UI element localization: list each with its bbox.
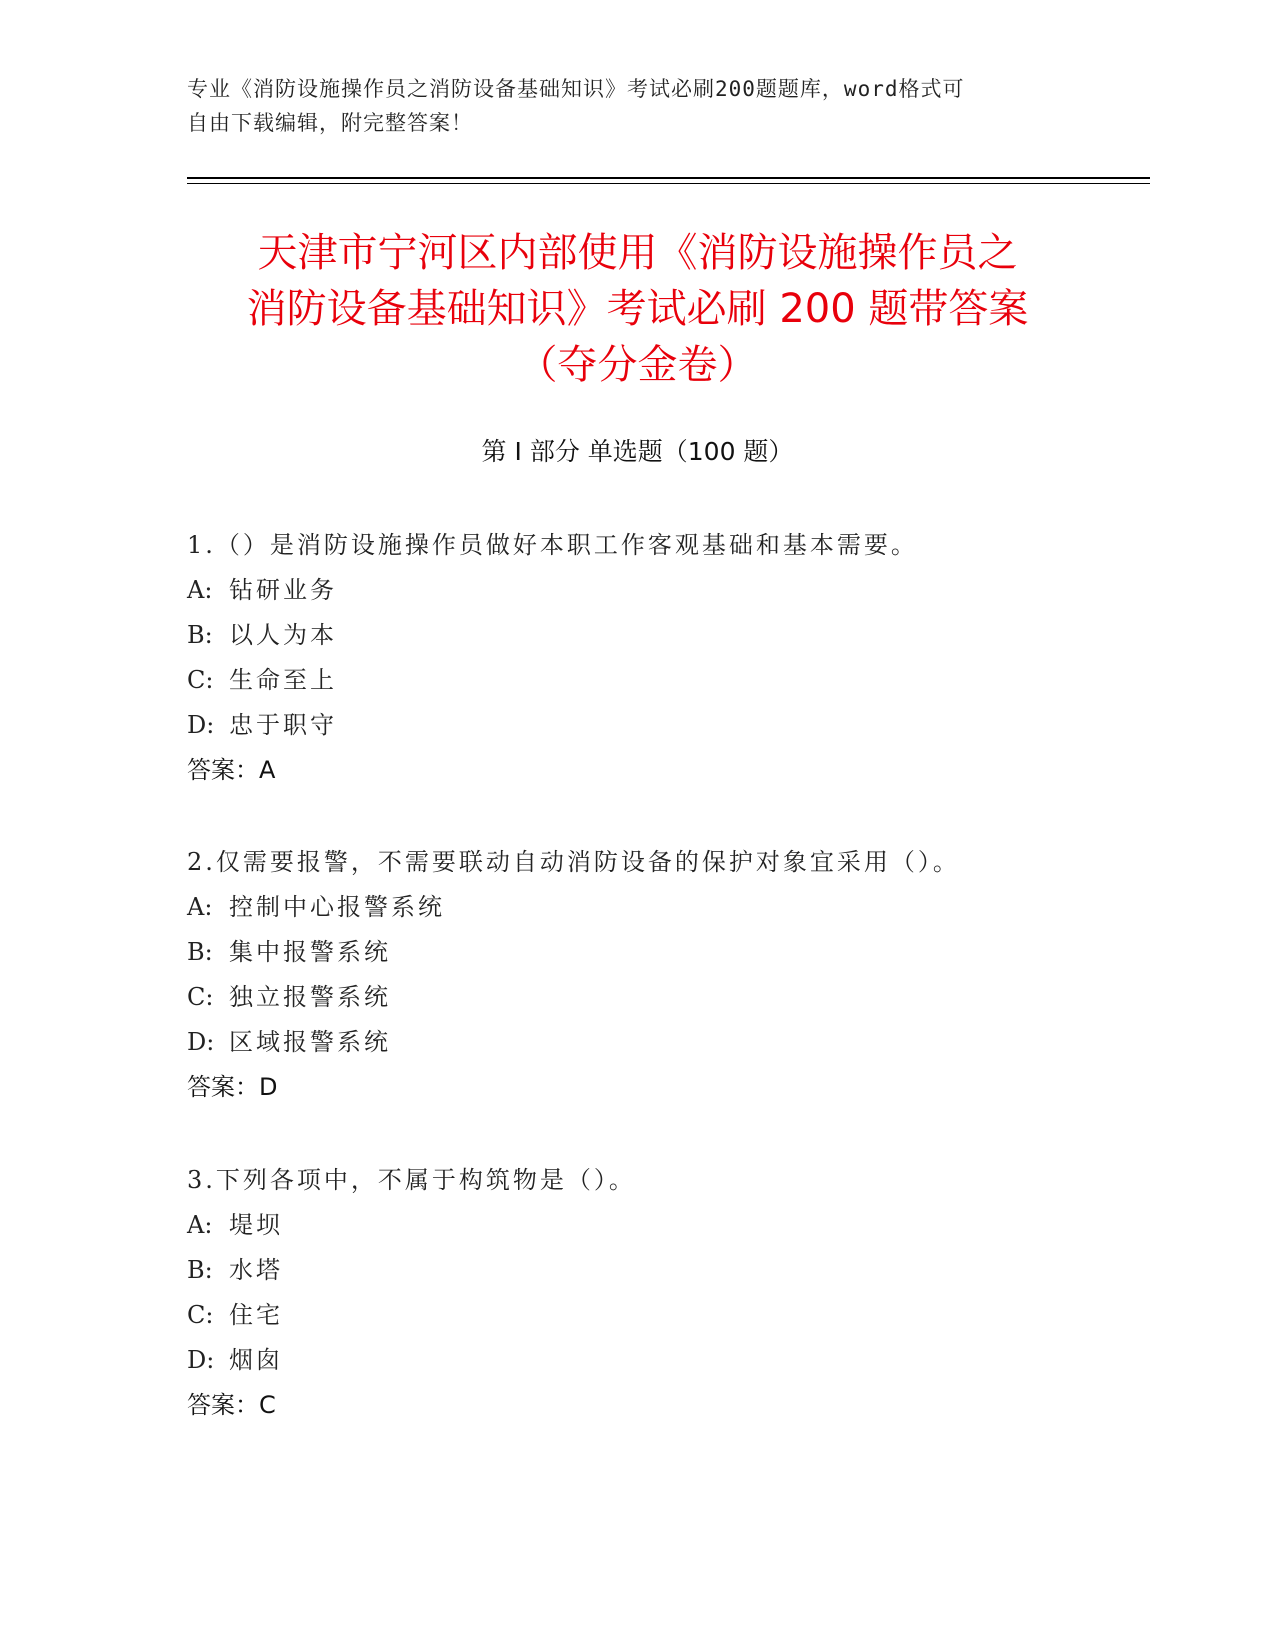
option-text: 住宅 (229, 1301, 283, 1329)
answer-line: 答案：A (187, 756, 276, 784)
option-letter: C: (187, 1301, 214, 1329)
option-c (187, 658, 1147, 703)
header-note-line-2: 自由下载编辑，附完整答案！ (187, 111, 473, 135)
option-c (187, 975, 1147, 1020)
document-title-line-1: 天津市宁河区内部使用《消防设施操作员之 (257, 230, 1018, 276)
option-text: 堤坝 (229, 1211, 283, 1239)
option-letter: A: (187, 893, 213, 921)
section-heading: 第 I 部分 单选题（100 题） (481, 437, 794, 466)
option-letter: B: (187, 938, 213, 966)
option-letter: C: (187, 983, 214, 1011)
question-stem: 2.仅需要报警，不需要联动自动消防设备的保护对象宜采用（）。 (187, 848, 960, 876)
option-letter: C: (187, 666, 214, 694)
question-3 (187, 1158, 1147, 1428)
header-divider-thick (187, 177, 1150, 179)
answer-line: 答案：D (187, 1073, 278, 1101)
header-note-line-1: 专业《消防设施操作员之消防设备基础知识》考试必刷200题题库，word格式可 (187, 77, 965, 101)
option-letter: A: (187, 1211, 213, 1239)
option-text: 生命至上 (229, 666, 337, 694)
option-text: 以人为本 (229, 621, 337, 649)
option-b (187, 930, 1147, 975)
option-d (187, 1338, 1147, 1383)
document-title-line-2: 消防设备基础知识》考试必刷 200 题带答案 (246, 286, 1029, 332)
document-title (150, 225, 1125, 393)
option-a (187, 1203, 1147, 1248)
option-letter: B: (187, 621, 213, 649)
option-letter: D: (187, 1346, 215, 1374)
question-1 (187, 523, 1147, 793)
option-text: 控制中心报警系统 (229, 893, 445, 921)
option-text: 独立报警系统 (229, 983, 391, 1011)
option-text: 区域报警系统 (229, 1028, 391, 1056)
option-letter: A: (187, 576, 213, 604)
option-a (187, 885, 1147, 930)
option-b (187, 1248, 1147, 1293)
option-text: 忠于职守 (229, 711, 337, 739)
option-a (187, 568, 1147, 613)
option-text: 水塔 (229, 1256, 283, 1284)
header-divider-thin (187, 183, 1150, 184)
option-letter: D: (187, 711, 215, 739)
option-c (187, 1293, 1147, 1338)
option-text: 集中报警系统 (229, 938, 391, 966)
option-d (187, 1020, 1147, 1065)
header-note (187, 72, 1087, 140)
option-text: 钻研业务 (229, 576, 337, 604)
answer-line: 答案：C (187, 1391, 276, 1419)
option-letter: D: (187, 1028, 215, 1056)
question-stem: 1.（）是消防设施操作员做好本职工作客观基础和基本需要。 (187, 531, 918, 559)
option-b (187, 613, 1147, 658)
question-2 (187, 840, 1147, 1110)
document-title-line-3: （夺分金卷） (517, 342, 758, 388)
option-letter: B: (187, 1256, 213, 1284)
question-stem: 3.下列各项中，不属于构筑物是（）。 (187, 1166, 636, 1194)
option-text: 烟囱 (229, 1346, 283, 1374)
option-d (187, 703, 1147, 748)
